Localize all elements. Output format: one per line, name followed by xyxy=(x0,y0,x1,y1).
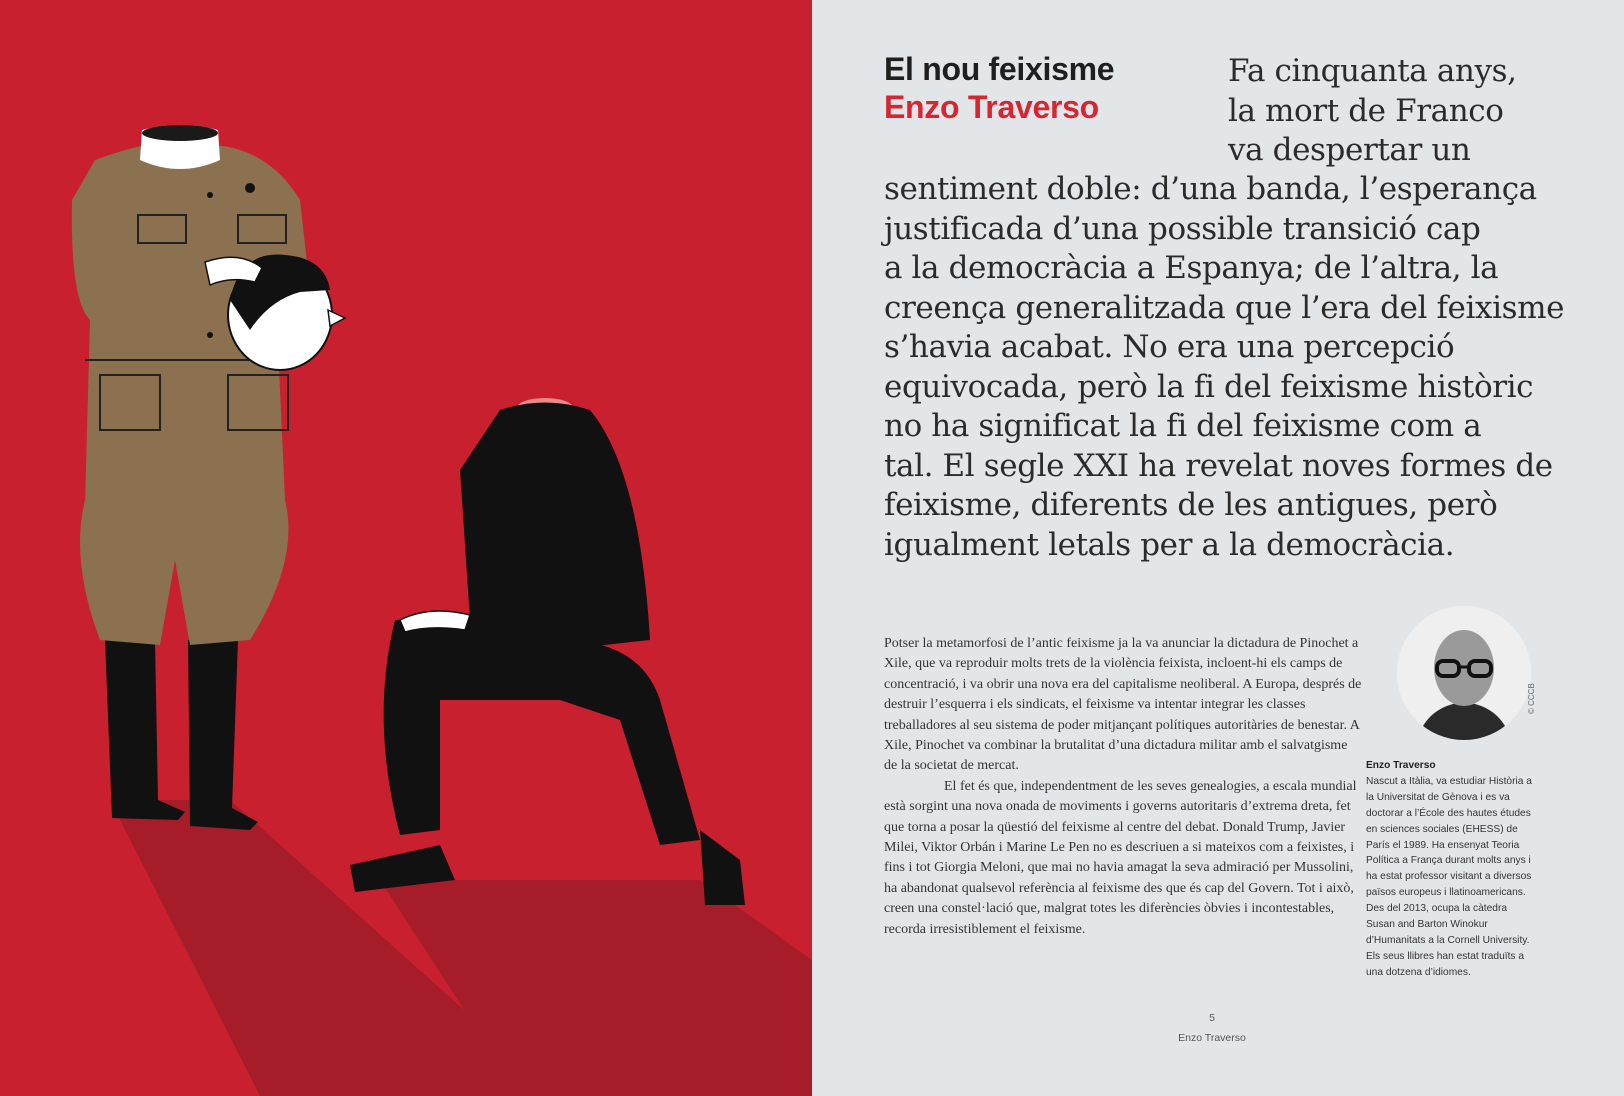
suit-trousers-front xyxy=(560,640,700,845)
medal xyxy=(245,183,255,193)
lede-intro xyxy=(1228,52,1517,171)
right-shoe xyxy=(700,830,745,905)
body-paragraph: El fet és que, independentment de les seves genealogies, a escala mundial està sorgint una nova onada de moviments i governs autoritaris d’extrema dreta, fet que torna a posar la qüestió del feixisme al centre del debat. Donald Trump, Javier Milei, Viktor Orbán i Marine Le Pen no es descriuen a si mateixos com a feixistes, i fins i tot Giorgia Meloni, que mai no havia amagat la seva admiració per Mussolini, ha abandonat qualsevol referència al feixisme des que és cap del Govern. Tot i això, creen una constel·lació que, malgrat totes les diferències òbvies i incontestables, recorda irresistiblement el feixisme. xyxy=(884,778,1357,937)
lede-line: no ha significat la fi del feixisme com a xyxy=(884,408,1482,444)
article-title: El nou feixisme xyxy=(884,51,1115,87)
lede-line: la mort de Franco xyxy=(1228,92,1504,129)
bio-name: Enzo Traverso xyxy=(1366,760,1436,771)
held-head-nose xyxy=(328,310,345,326)
bio-text: Nascut a Itàlia, va estudiar Història a la Universitat de Gènova i es va doctorar a l’École des hautes études en sciences sociales (EHESS) de París el 1989. Ha ensenyat Teoria Política a França durant molts anys i ha estat professor visitant a diversos països europeus i llatinoamericans. Des del 2013, ocupa la càtedra Susan and Barton Winokur d’Humanitats a la Cornell University. Els seus llibres han estat traduïts a una dotzena d’idiomes. xyxy=(1366,775,1532,978)
lede-line: va despertar un xyxy=(1228,132,1471,168)
lede-body xyxy=(884,170,1564,565)
right-boot xyxy=(188,640,258,830)
suit-jacket xyxy=(460,403,650,651)
title-block xyxy=(884,50,1184,126)
neck-opening xyxy=(142,125,218,141)
article-body xyxy=(884,634,1364,940)
lede-line: igualment letals per a la democràcia. xyxy=(884,526,1455,563)
lede-line: Fa cinquanta anys, xyxy=(1228,53,1517,89)
page-number: 5 xyxy=(1209,1012,1215,1024)
button xyxy=(207,192,213,198)
author-photo xyxy=(1397,606,1531,740)
button xyxy=(207,332,213,338)
lede-line: s’havia acabat. No era una percepció xyxy=(884,329,1455,365)
lede-line: a la democràcia a Espanya; de l’altra, la xyxy=(884,250,1499,286)
lede-line: tal. El segle XXI ha revelat noves formes de xyxy=(884,447,1553,484)
author-portrait xyxy=(1397,606,1531,740)
soldier-figure xyxy=(72,125,345,830)
left-boot xyxy=(105,640,185,820)
photo-credit: © CCCB xyxy=(1527,683,1536,714)
article-author: Enzo Traverso xyxy=(884,89,1099,125)
breeches xyxy=(80,500,288,645)
lede-line: creença generalitzada que l’era del feixisme xyxy=(884,289,1565,326)
author-bio xyxy=(1366,758,1538,981)
body-paragraph: Potser la metamorfosi de l’antic feixisme ja la va anunciar la dictadura de Pinochet a Xile, que va reproduir molts trets de la violència feixista, incloent-hi els camps de concentració, i va obrir una nova era del capitalisme neoliberal. A Europa, després de destruir l’esquerra i els sindicats, el feixisme va intentar integrar les classes treballadores al seu sistema de poder mitjançant polítiques autoritàries de benestar. A Xile, Pinochet va combinar la brutalitat d’una dictadura militar amb el salvatgisme de la societat de mercat. xyxy=(884,636,1362,774)
lede-line: feixisme, diferents de les antigues, però xyxy=(884,487,1498,523)
article-page xyxy=(812,0,1624,1096)
lede-line: sentiment doble: d’una banda, l’esperança xyxy=(884,171,1537,207)
lede-line: justificada d’una possible transició cap xyxy=(884,210,1481,247)
lede-line: equivocada, però la fi del feixisme històric xyxy=(884,368,1534,405)
kneeling-figure xyxy=(350,398,745,905)
running-head: Enzo Traverso xyxy=(1178,1032,1246,1044)
